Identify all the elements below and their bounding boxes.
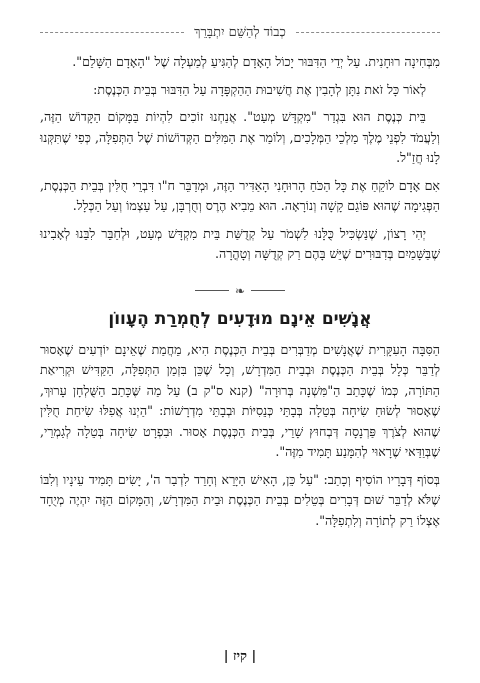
header-rule-left	[40, 32, 184, 33]
page-number: | קיז |	[223, 649, 257, 664]
paragraph: בְּסוֹף דְּבָרָיו הוֹסִיף וְכָתַב: "עַל כֵּן, הָאִישׁ הַיָּרֵא וְחָרֵד לִדְבַר ה', יָשִׂים תָּמִיד עֵינָיו וְלִבּוֹ שֶׁלֹּא לְדַבֵּר שׁוּם דְּבָרִים בְּטֵלִים בְּבֵית הַכְּנֶסֶת וּבֵית הַמִּדְרָשׁ, וְהַמָּקוֹם הַזֶּה יִהְיֶה מְיֻחָד אֶצְלוֹ רַק לְתוֹרָה וְלִתְפִלָּה".	[40, 471, 440, 528]
ornament-icon: ❧	[234, 283, 246, 298]
paragraph: יְהִי רָצוֹן, שֶׁנַּשְׂכִּיל כֻּלָּנוּ לִשְׁמֹר עַל קְדֻשַּׁת בֵּית מִקְדָּשׁ מְעַט, וּלְחַבֵּר לִבֵּנוּ לְאָבִינוּ שֶׁבַּשָּׁמַיִם בְּדִבּוּרִים שֶׁיֵּשׁ בָּהֶם רַק קְדֻשָּׁה וְטָהֳרָה.	[40, 225, 440, 261]
paragraph: הַסִּבָּה הָעִקָּרִית שֶׁאֲנָשִׁים מְדַבְּרִים בְּבֵית הַכְּנֶסֶת הִיא, מֵחֲמַת שֶׁאֵינָם יוֹדְעִים שֶׁאָסוּר לְדַבֵּר כְּלָל בְּבֵית הַכְּנֶסֶת וּבְבֵית הַמִּדְרָשׁ, וְכָל שֶׁכֵּן בִּזְמַן הַתְּפִלָּה, הַקַּדִּישׁ וּקְרִיאַת הַתּוֹרָה, כְּמוֹ שֶׁכָּתַב הַ"מִּשְׁנָה בְּרוּרָה" (קנא ס"ק ב) עַל מַה שֶּׁכָּתַב הַשֻּׁלְחָן עָרוּךְ, שֶׁאָסוּר לְשׂוּחַ שִׂיחָה בְּטֵלָה בְּבָתֵּי כְּנֵסִיּוֹת וּבְבָתֵּי מִדְרָשׁוֹת: "הַיְנוּ אֲפִלּוּ שִׂיחַת חֻלִּין שֶׁהוּא לְצֹרֶךְ פַּרְנָסָה דְּבְחוּץ שָׁרֵי, בְּבֵית הַכְּנֶסֶת אָסוּר. וּבִפְרָט שִׂיחָה בְּטֵלָה לְגַמְרֵי, שֶׁבְּוַדַּאי שֶׁרָאוּי לְהִמָּנַע תָּמִיד מִזֶּה".	[40, 341, 440, 459]
header-rule-right	[296, 32, 440, 33]
paragraph: מִבְּחִינָה רוּחָנִית. עַל יְדֵי הַדִּבּוּר יָכוֹל הָאָדָם לְהַגִּיעַ לְמַעְלָה שֶׁל "הָאָדָם הַשָּׁלֵם".	[72, 54, 440, 69]
section-divider	[40, 281, 440, 302]
divider-line	[251, 290, 285, 291]
header-title: כְבוֹד לְהַשֵּׁם יִתְבָּרֵךְ	[194, 25, 286, 40]
divider-line	[195, 290, 229, 291]
running-header	[40, 20, 440, 44]
paragraph: בֵּית כְּנֶסֶת הוּא בִּגְדַר "מִקְדָּשׁ מְעַט". אֲנַחְנוּ זוֹכִים לִהְיוֹת בַּמָּקוֹם הַקָּדוֹשׁ הַזֶּה, וְלַעֲמֹד לִפְנֵי מֶלֶךְ מַלְכֵי הַמְּלָכִים, וְלוֹמַר אֶת הַמִּלִּים הַקְּדוֹשׁוֹת שֶׁל הַתְּפִלָּה, כְּפִי שֶׁתִּקְּנוּ לָנוּ חֲזַ"ל.	[40, 109, 440, 165]
section-title: אֲנָשִׁים אֵינָם מוּדָעִים לְחֻמְרַת הֶעָווֹן	[108, 309, 372, 329]
paragraph: לְאוֹר כָּל זֹאת נִתָּן לְהָבִין אֶת חֲשִׁיבוּת הַהַקְפָּדָה עַל הַדִּבּוּר בְּבֵית הַכְּנֶסֶת:	[93, 81, 426, 97]
paragraph: אִם אָדָם לוֹקֵחַ אֶת כָּל הַכֹּחַ הָרוּחָנִי הָאַדִּיר הַזֶּה, וּמְדַבֵּר ח"ו דִּבְרֵי חֻלִּין בְּבֵית הַכְּנֶסֶת, הַפְּגִימָה שֶׁהוּא פּוֹגֵם קָשָׁה וְנוֹרָאָה. הוּא מֵבִיא הֶרֶס וְחֻרְבָּן, עַל עַצְמוֹ וְעַל הַכְּלָל.	[40, 177, 440, 213]
main-text	[40, 52, 440, 531]
